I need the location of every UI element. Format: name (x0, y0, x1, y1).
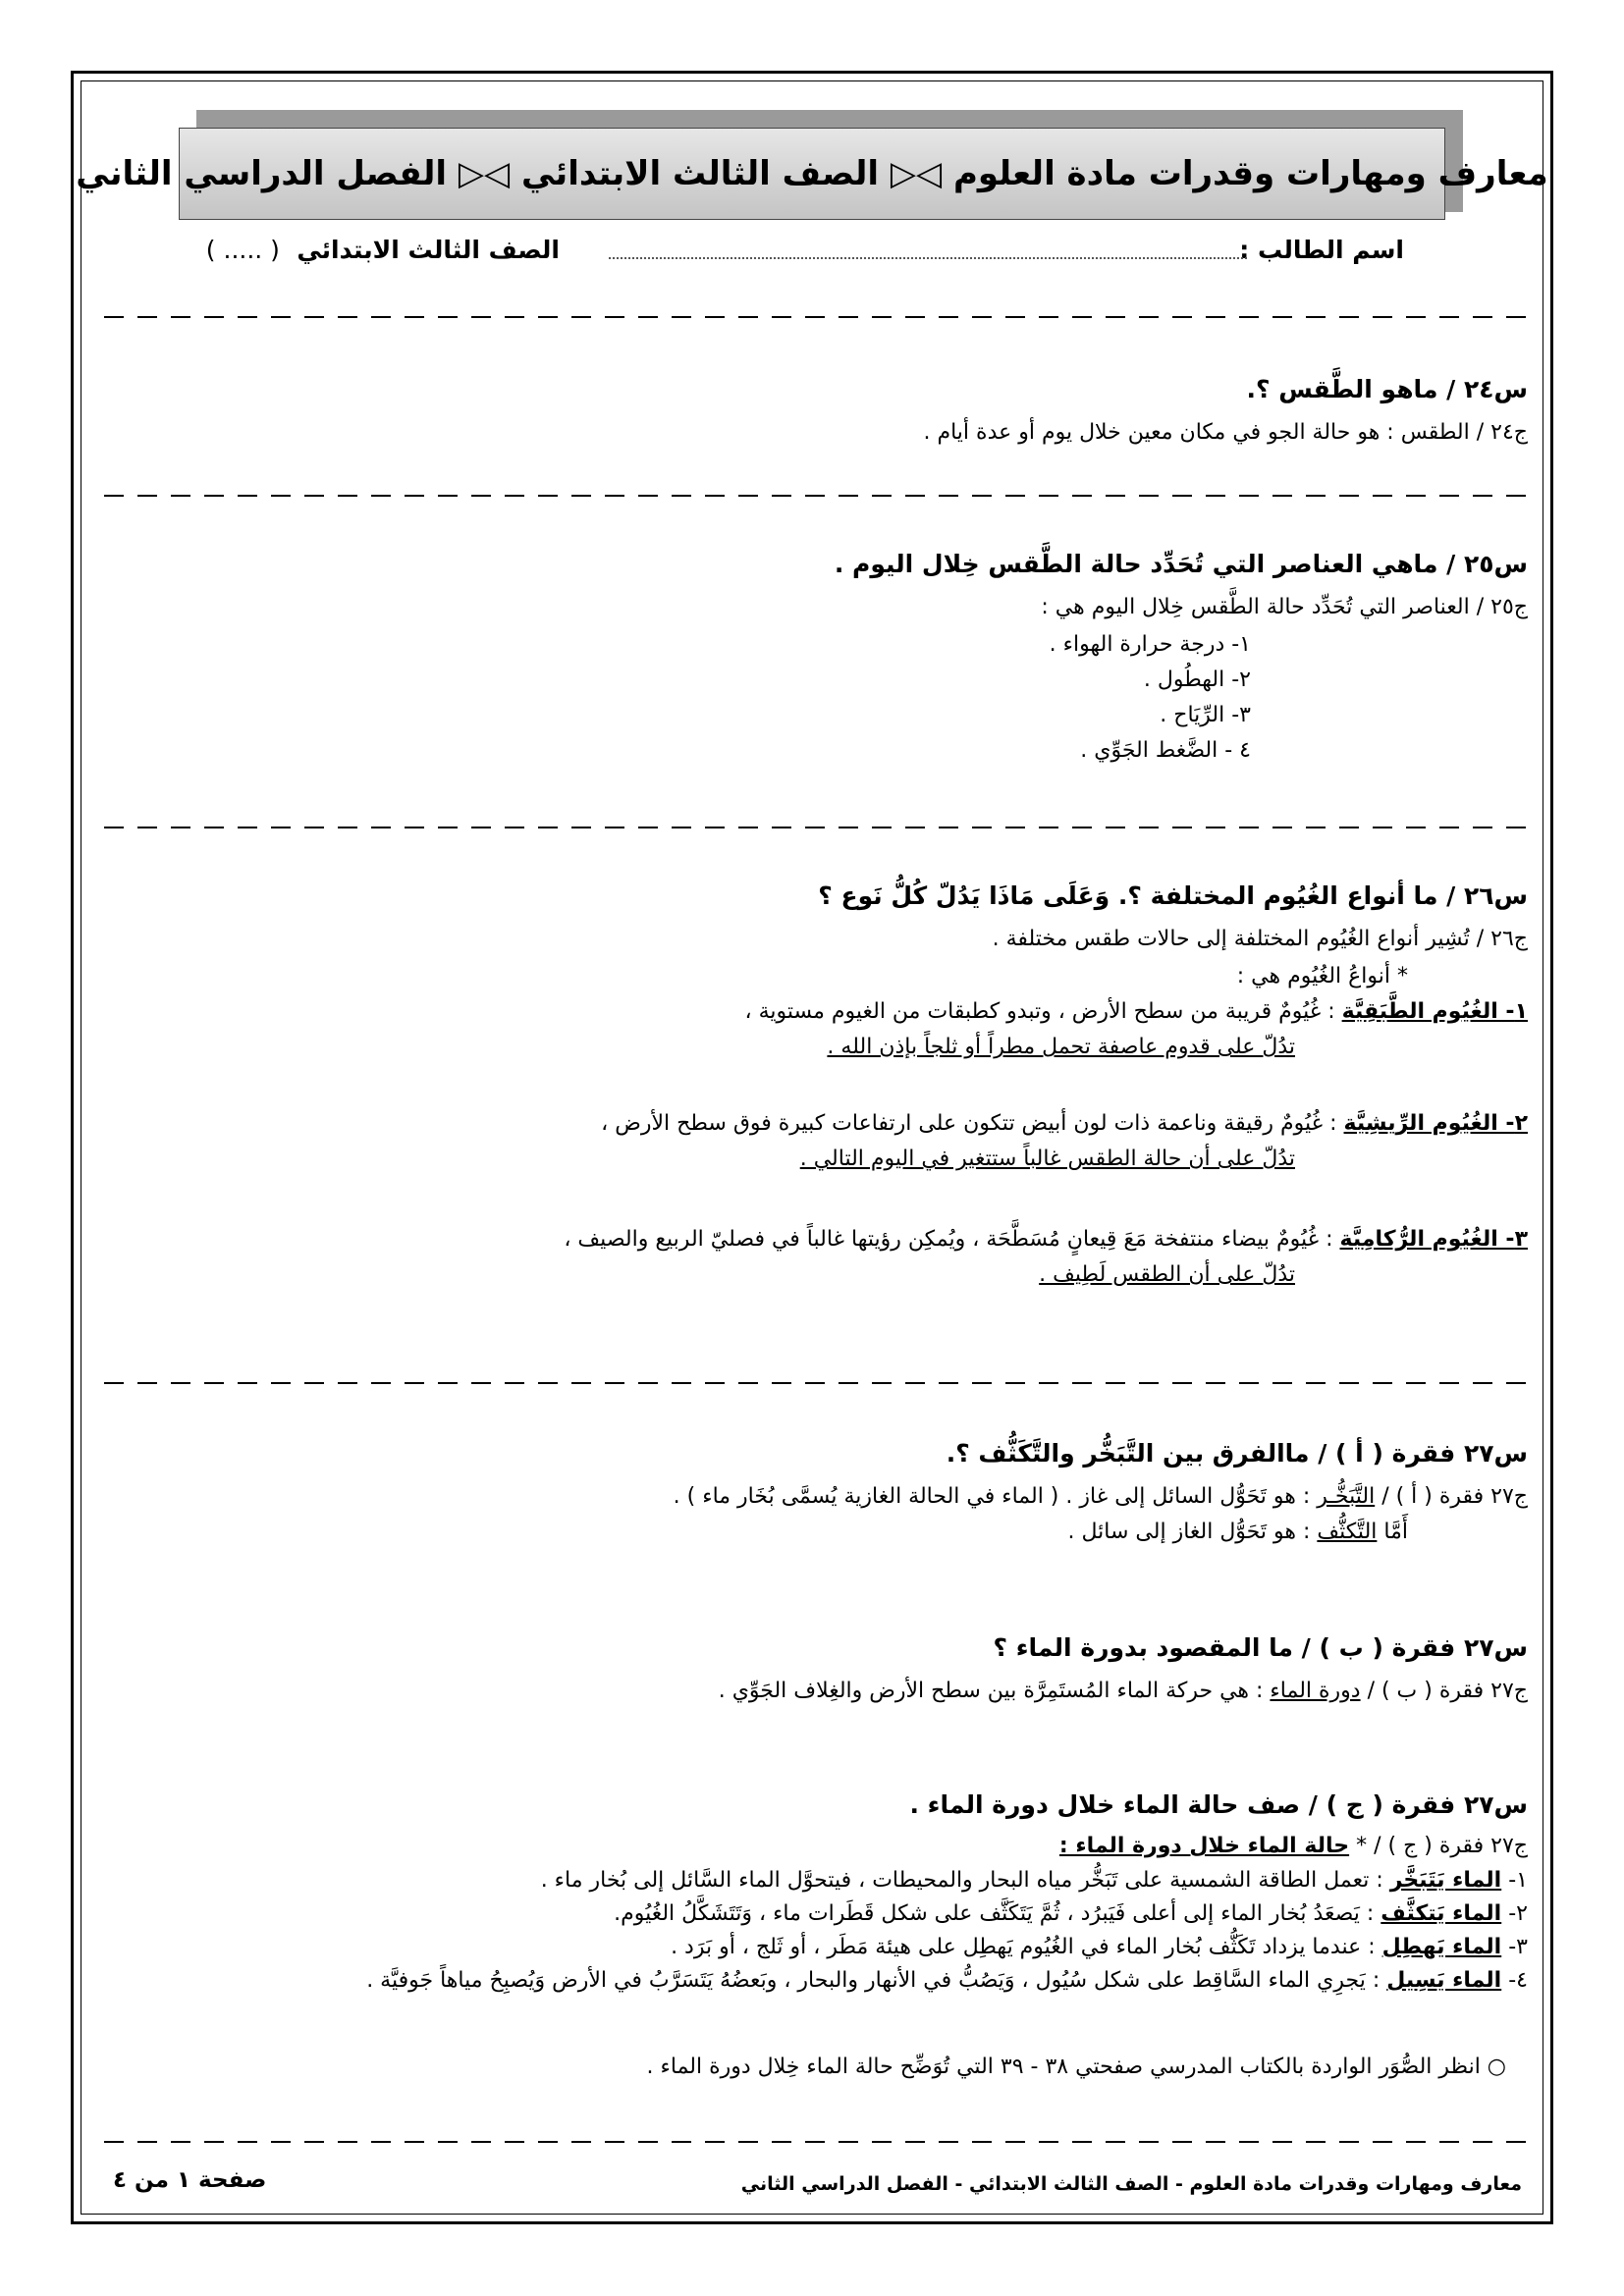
dashed-divider (96, 495, 1526, 497)
step-text: : عندما يزداد تَكَثُّف بُخار الماء في الغُيُوم يَهطِل على هيئة مَطَر ، أو ثَلج ، أو بَرَد . (671, 1935, 1376, 1959)
dashed-divider (96, 827, 1526, 828)
question-24: س٢٤ / ماهو الطَّقس ؟. (1246, 375, 1528, 403)
cloud-type-desc: : غُيُومٌ بيضاء منتفخة مَعَ قِيعانٍ مُسَطَّحَة ، ويُمكِن رؤيتها غالباً في فصليّ الربيع والصيف ، (564, 1227, 1333, 1252)
header-banner (76, 128, 1548, 220)
question-26: س٢٦ / ما أنواع الغُيُوم المختلفة ؟. وَعَلَى مَاذَا يَدُلّ كُلُّ نَوع ؟ (818, 881, 1528, 910)
term-definition: : هو تَحَوُّل الغاز إلى سائل . (1067, 1520, 1311, 1544)
question-25: س٢٥ / ماهي العناصر التي تُحَدِّد حالة الطَّقس خِلال اليوم . (834, 550, 1528, 578)
grade-blank: ( ..... ) (205, 236, 280, 264)
cloud-type-name: ١- الغُيُوم الطَّبَقِيَّة (1341, 999, 1528, 1024)
step-text: : يَصعَدُ بُخار الماء إلى أعلى فَيَبرُد ، ثُمَّ يَتَكَثَّف على شكل قَطَرات ماء ، وَتَتَشَكَّلُ الغُيُوم. (614, 1901, 1375, 1926)
term-evaporation: التَّبَخُّـر (1317, 1484, 1376, 1509)
term-definition: : هو تَحَوُّل السائل إلى غاز . ( الماء في الحالة الغازية يُسمَّى بُخَار ماء ) . (673, 1484, 1311, 1509)
question-27b: س٢٧ فقرة ( ب ) / ما المقصود بدورة الماء ؟ (993, 1633, 1528, 1662)
answer-24: ج٢٤ / الطقس : هو حالة الجو في مكان معين خلال يوم أو عدة أيام . (923, 420, 1528, 445)
step-number: ١- (1508, 1868, 1528, 1893)
answer-prefix: ج٢٧ فقرة ( أ ) / (1381, 1484, 1528, 1509)
answer-prefix: ج٢٧ فقرة ( ج ) / * (1356, 1834, 1528, 1858)
list-item: ١- درجة حرارة الهواء . (1049, 632, 1251, 657)
step-number: ٤- (1508, 1968, 1528, 1993)
term-condensation: التَّكثُّف (1317, 1520, 1378, 1544)
term-water-cycle: دورة الماء (1270, 1679, 1361, 1703)
list-item: ٤ - الضَّغط الجَوِّي . (1080, 738, 1251, 763)
cloud-type-3 (564, 1227, 1528, 1252)
cloud-type-meaning: تدُلّ على أن حالة الطقس غالباً ستتغير في اليوم التالي . (799, 1147, 1295, 1171)
answer-27b (719, 1679, 1528, 1703)
cloud-type-desc: : غُيُومٌ قريبة من سطح الأرض ، وتبدو كطبقات من الغيوم مستوية ، (744, 999, 1335, 1024)
step-term: الماء يَتكثَّف (1380, 1901, 1502, 1926)
step-text: : تعمل الطاقة الشمسية على تَبَخُّر مياه البحار والمحيطات ، فيتحوَّل الماء السَّائل إلى بُخار ماء . (540, 1868, 1383, 1893)
step-term: الماء يَتَبَخَّر (1389, 1868, 1502, 1893)
step-term: الماء يَسِيل (1386, 1968, 1502, 1993)
answer-26: ج٢٦ / تُشِير أنواع الغُيُوم المختلفة إلى حالات طقس مختلفة . (992, 927, 1528, 951)
student-name-field[interactable] (609, 257, 1247, 259)
step-number: ٣- (1508, 1935, 1528, 1959)
water-cycle-step (541, 1868, 1528, 1893)
cloud-type-name: ٣- الغُيُوم الرُّكامِيَّة (1339, 1227, 1528, 1252)
footer-title: معارف ومهارات وقدرات مادة العلوم - الصف الثالث الابتدائي - الفصل الدراسي الثاني (740, 2173, 1522, 2195)
list-item: ٣- الرِّيَاح . (1160, 703, 1251, 727)
student-info-row (196, 236, 1404, 275)
step-number: ٢- (1508, 1901, 1528, 1926)
term-definition: : هي حركة الماء المُستَمِرَّة بين سطح الأرض والغِلاف الجَوِّي . (718, 1679, 1264, 1703)
cloud-types-intro: * أنواعُ الغُيُوم هي : (1236, 964, 1408, 988)
cloud-type-desc: : غُيُومٌ رقيقة وناعمة ذات لون أبيض تتكون على ارتفاعات كبيرة فوق سطح الأرض ، (601, 1111, 1337, 1136)
step-text: : يَجرِي الماء السَّاقِط على شكل سُيُول ، وَيَصُبُّ في الأنهار والبحار ، وبَعضُهُ يَتَسَرَّبُ في الأرض وَيُصبِحُ مياهاً جَوفيَّة . (366, 1968, 1380, 1993)
answer-prefix: ج٢٧ فقرة ( ب ) / (1367, 1679, 1528, 1703)
answer-25: ج٢٥ / العناصر التي تُحَدِّد حالة الطَّقس خِلال اليوم هي : (1041, 595, 1528, 619)
answer-title: حالة الماء خلال دورة الماء : (1058, 1834, 1350, 1858)
dashed-divider (96, 2141, 1526, 2143)
step-term: الماء يَهطِل (1381, 1935, 1502, 1959)
water-cycle-step (366, 1968, 1528, 1993)
textbook-note: ○ انظر الصُّوَر الواردة بالكتاب المدرسي صفحتي ٣٨ - ٣٩ التي تُوَضِّح حالة الماء خِلال دورة الماء . (646, 2055, 1506, 2079)
student-name-label: اسم الطالب : (1239, 236, 1404, 264)
answer-27a-line2 (1068, 1520, 1408, 1544)
cloud-type-meaning: تدُلّ على قدوم عاصفة تحمل مطراً أو ثلجاً بإذن الله . (827, 1035, 1295, 1059)
dashed-divider (96, 316, 1526, 318)
cloud-type-1 (744, 999, 1528, 1024)
answer-27c-header (1059, 1834, 1528, 1858)
page-title: معارف ومهارات وقدرات مادة العلوم ◁▷ الصف الثالث الابتدائي ◁▷ الفصل الدراسي الثاني (76, 154, 1548, 193)
answer-27a-line1 (674, 1484, 1528, 1509)
question-27c: س٢٧ فقرة ( ج ) / صف حالة الماء خلال دورة الماء . (909, 1790, 1528, 1819)
cloud-type-meaning: تدُلّ على أن الطقس لَطِيف . (1039, 1262, 1295, 1287)
water-cycle-step (614, 1901, 1528, 1926)
list-item: ٢- الهطُول . (1143, 667, 1251, 692)
water-cycle-step (671, 1935, 1528, 1959)
term-prefix: أَمَّا (1383, 1520, 1408, 1544)
cloud-type-2 (601, 1111, 1528, 1136)
question-27a: س٢٧ فقرة ( أ ) / ماالفرق بين التَّبَخُّر والتَّكَثُّف ؟. (946, 1439, 1528, 1468)
grade-label: الصف الثالث الابتدائي ( ..... ) (205, 236, 560, 264)
dashed-divider (96, 1382, 1526, 1384)
page-number: صفحة ١ من ٤ (113, 2167, 267, 2193)
cloud-type-name: ٢- الغُيُوم الرِّيشِيَّة (1343, 1111, 1528, 1136)
